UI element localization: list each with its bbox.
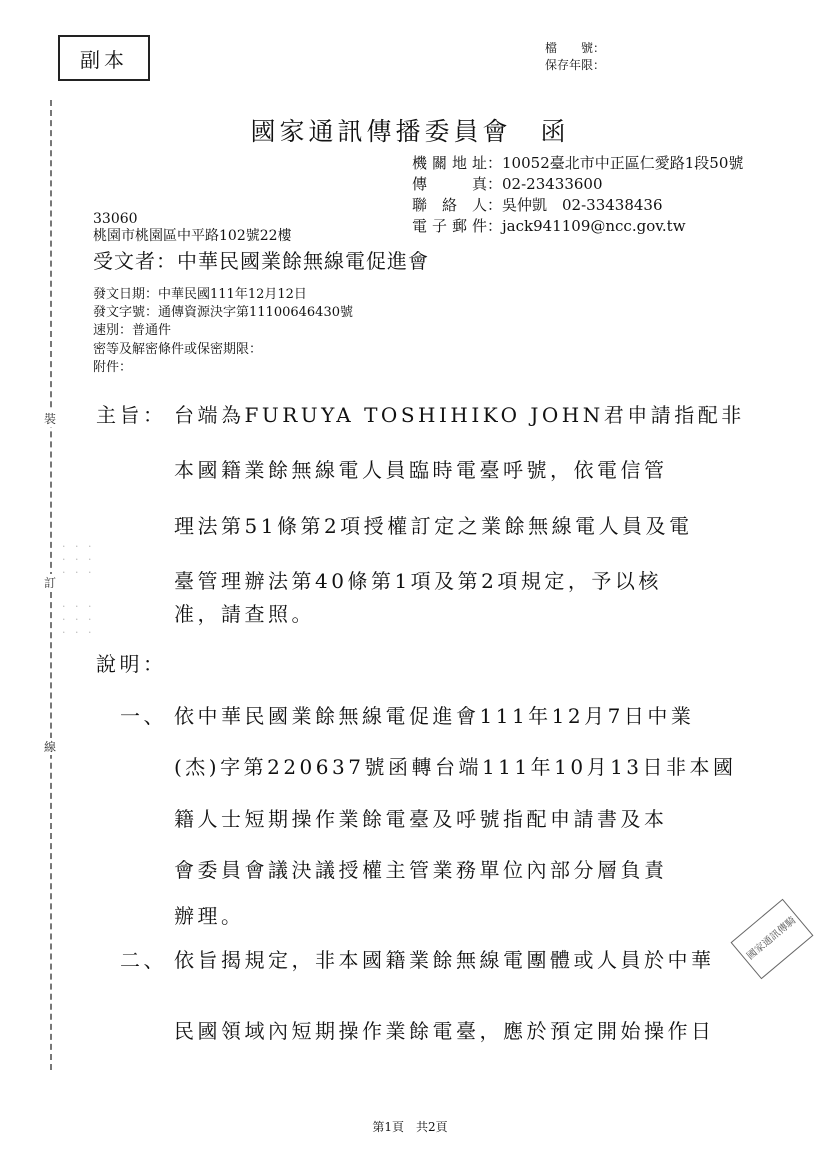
document-title: 國家通訊傳播委員會 函	[250, 117, 570, 146]
explanation-line: 籍人士短期操作業餘電臺及呼號指配申請書及本	[174, 807, 668, 831]
document-number: 發文字號：通傳資源決字第11100646430號	[93, 305, 353, 320]
file-number-label: 檔 號：	[545, 41, 606, 55]
agency-address-row: 機關地址：10052臺北市中正區仁愛路1段50號	[412, 154, 744, 172]
explanation-line: 依旨揭規定，非本國籍業餘無線電團體或人員於中華	[174, 948, 715, 972]
punch-dots: · · · · · · · · ·	[62, 600, 95, 639]
email-row: 電子郵件：jack941109@ncc.gov.tw	[412, 217, 686, 235]
contact-person-row: 聯 絡 人：吳仲凱 02-33438436	[412, 196, 663, 214]
subject-line: 准，請查照。	[174, 602, 315, 626]
item-number: 二、	[120, 948, 167, 972]
explanation-line: 會委員會議決議授權主管業務單位內部分層負責	[174, 858, 668, 882]
stamp-text: 國家通訊傳騎	[745, 915, 799, 963]
delivery-speed: 速別：普通件	[93, 323, 172, 338]
copy-stamp-box	[58, 35, 150, 81]
contact-person: 吳仲凱 02-33438436	[502, 196, 663, 214]
binding-mark-2: 訂	[44, 576, 57, 590]
subject-line: 臺管理辦法第40條第1項及第2項規定，予以核	[174, 569, 662, 593]
official-stamp	[731, 899, 814, 979]
item-number: 一、	[120, 704, 167, 728]
binding-mark-3: 線	[44, 740, 57, 754]
recipient-postal-code: 33060	[93, 211, 138, 227]
issue-date: 發文日期：中華民國111年12月12日	[93, 287, 307, 302]
subject-line: 本國籍業餘無線電人員臨時電臺呼號，依電信管	[174, 458, 668, 482]
subject-line: 台端為FURUYA TOSHIHIKO JOHN君申請指配非	[174, 403, 745, 427]
confidentiality-level: 密等及解密條件或保密期限：	[93, 342, 263, 357]
subject-line: 理法第51條第2項授權訂定之業餘無線電人員及電	[174, 514, 693, 538]
page-footer: 第1頁 共2頁	[372, 1120, 448, 1134]
punch-dots: · · · · · · · · ·	[62, 540, 95, 579]
recipient-line: 受文者：中華民國業餘無線電促進會	[93, 249, 429, 273]
explanation-line: 民國領域內短期操作業餘電臺，應於預定開始操作日	[174, 1019, 715, 1043]
email-address: jack941109@ncc.gov.tw	[502, 217, 686, 235]
fax-label: 傳 真	[412, 175, 487, 193]
agency-address: 10052臺北市中正區仁愛路1段50號	[502, 154, 744, 172]
explanation-line: (杰)字第220637號函轉台端111年10月13日非本國	[174, 755, 737, 779]
fax-number: 02-23433600	[502, 175, 603, 193]
explanation-line: 依中華民國業餘無線電促進會111年12月7日中業	[174, 704, 695, 728]
explanation-label: 說明：	[96, 652, 167, 676]
address-label: 機關地址	[412, 154, 487, 172]
explanation-line: 辦理。	[174, 904, 245, 928]
recipient-street-address: 桃園市桃園區中平路102號22樓	[93, 228, 292, 244]
attachments: 附件：	[93, 360, 133, 375]
email-label: 電子郵件	[412, 217, 487, 235]
fax-row: 傳 真：02-23433600	[412, 175, 603, 193]
contact-label: 聯 絡 人	[412, 196, 487, 214]
retention-period-label: 保存年限：	[545, 58, 606, 72]
subject-label: 主旨：	[96, 403, 167, 427]
binding-mark-1: 裝	[44, 412, 57, 426]
copy-label: 副本	[80, 47, 128, 72]
